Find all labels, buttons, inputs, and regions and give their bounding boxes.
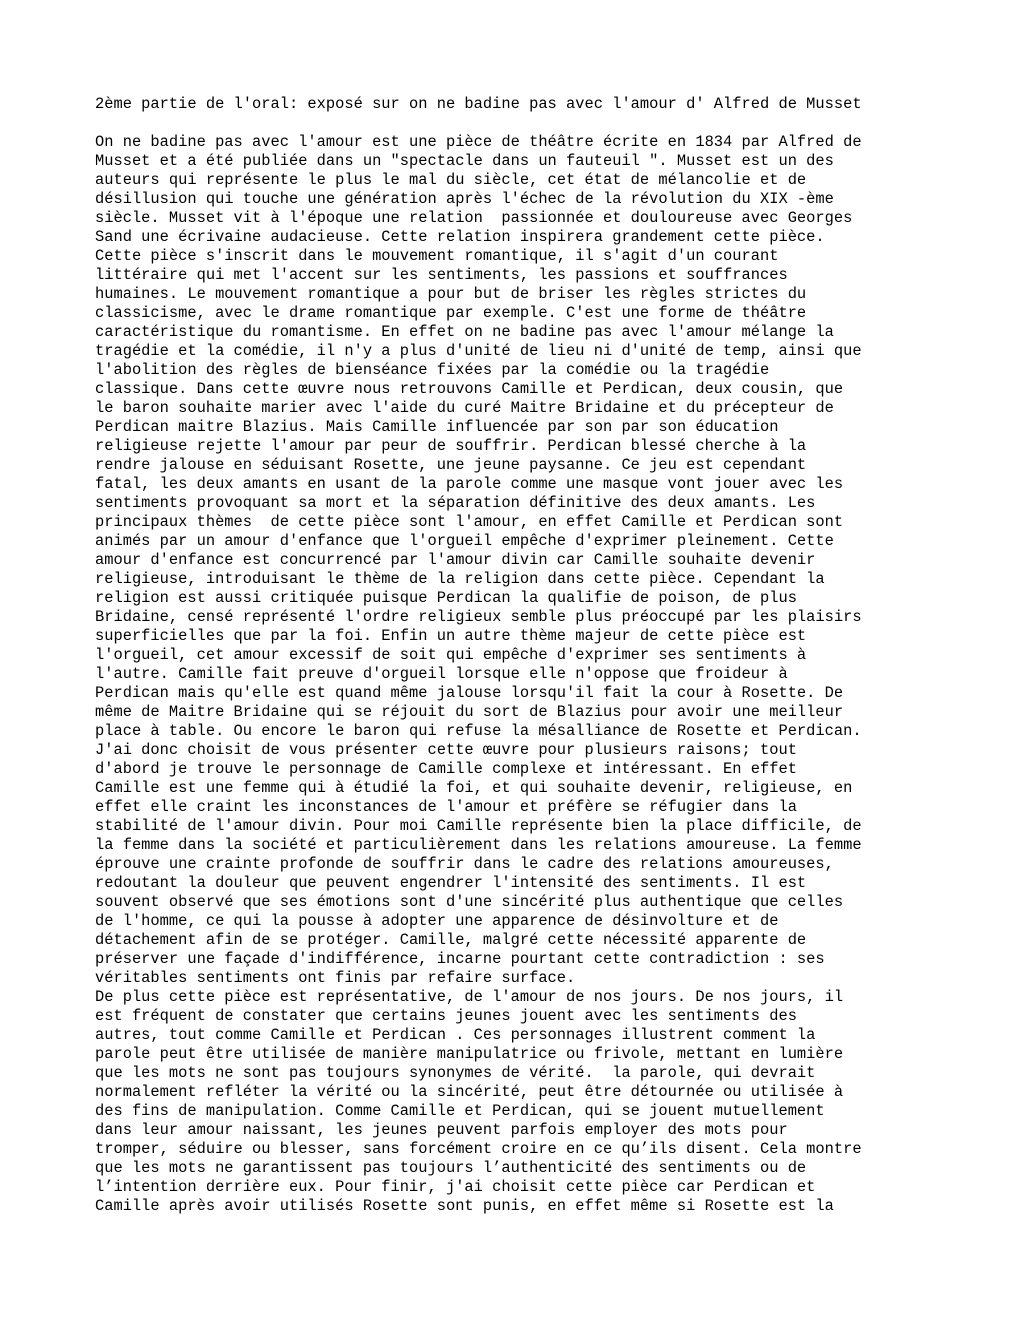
document-title: 2ème partie de l'oral: exposé sur on ne badine pas avec l'amour d' Alfred de Musset <box>95 95 862 113</box>
document-body-text: On ne badine pas avec l'amour est une pièce de théâtre écrite en 1834 par Alfred de Musset et a été publiée dans un "spectacle dans un fauteuil ". Musset est un des auteurs qui représente le plus le mal du siècle, cet état de mélancolie et de désillusion qui touche une génération après l'échec de la révolution du XIX -ème siècle. Musset vit à l'époque une relation passionnée et douloureuse avec Georges Sand une écrivaine audacieuse. Cette relation inspirera grandement cette pièce. Cette pièce s'inscrit dans le mouvement romantique, il s'agit d'un courant littéraire qui met l'accent sur les sentiments, les passions et souffrances humaines. Le mouvement romantique a pour but de briser les règles strictes du classicisme, avec le drame romantique par exemple. C'est une forme de théâtre caractéristique du romantisme. En effet on ne badine pas avec l'amour mélange la tragédie et la comédie, il n'y a plus d'unité de lieu ni d'unité de temp, ainsi que l'abolition des règles de bienséance fixées par la comédie ou la tragédie classique. Dans cette œuvre nous retrouvons Camille et Perdican, deux cousin, que le baron souhaite marier avec l'aide du curé Maitre Bridaine et du précepteur de Perdican maitre Blazius. Mais Camille influencée par son par son éducation religieuse rejette l'amour par peur de souffrir. Perdican blessé cherche à la rendre jalouse en séduisant Rosette, une jeune paysanne. Ce jeu est cependant fatal, les deux amants en usant de la parole comme une masque vont jouer avec les sentiments provoquant sa mort et la séparation définitive des deux amants. Les principaux thèmes de cette pièce sont l'amour, en effet Camille et Perdican sont animés par un amour d'enfance que l'orgueil empêche d'exprimer pleinement. Cette amour d'enfance est concurrencé par l'amour divin car Camille souhaite devenir religieuse, introduisant le thème de la religion dans cette pièce. Cependant la religion est aussi critiquée puisque Perdican la qualifie de poison, de plus Bridaine, censé représenté l'ordre religieux semble plus préoccupé par les plaisirs superficielles que par la foi. Enfin un autre thème majeur de cette pièce est l'orgueil, cet amour excessif de soit qui empêche d'exprimer ses sentiments à l'autre. Camille fait preuve d'orgueil lorsque elle n'oppose que froideur à Perdican mais qu'elle est quand même jalouse lorsqu'il fait la cour à Rosette. De même de Maitre Bridaine qui se réjouit du sort de Blazius pour avoir une meilleur place à table. Ou encore le baron qui refuse la mésalliance de Rosette et Perdican. J'ai donc choisit de vous présenter cette œuvre pour plusieurs raisons; tout d'abord je trouve le personnage de Camille complexe et intéressant. En effet Camille est une femme qui à étudié la foi, et qui souhaite devenir, religieuse, en effet elle craint les inconstances de l'amour et préfère se réfugier dans la stabilité de l'amour divin. Pour moi Camille représente bien la place difficile, de la femme dans la société et particulièrement dans les relations amoureuse. La femme éprouve une crainte profonde de souffrir dans le cadre des relations amoureuses, redoutant la douleur que peuvent engendrer l'intensité des sentiments. Il est souvent observé que ses émotions sont d'une sincérité plus authentique que celles de l'homme, ce qui la pousse à adopter une apparence de désinvolture et de détachement afin de se protéger. Camille, malgré cette nécessité apparente de préserver une façade d'indifférence, incarne pourtant cette contradiction : ses véritables sentiments ont finis par refaire surface. De plus cette pièce est représentative, de l'amour de nos jours. De nos jours, il est fréquent de constater que certains jeunes jouent avec les sentiments des autres, tout comme Camille et Perdican . Ces personnages illustrent comment la parole peut être utilisée de manière manipulatrice ou frivole, mettant en lumière que les mots ne sont pas toujours synonymes de vérité. la parole, qui devrait normalement refléter la vérité ou la sincérité, peut être détournée ou utilisée à des fins de manipulation. Comme Camille et Perdican, qui se jouent mutuellement dans leur amour naissant, les jeunes peuvent parfois employer des mots pour tromper, séduire ou blesser, sans forcément croire en ce qu’ils disent. Cela montre que les mots ne garantissent pas toujours l’authenticité des sentiments ou de l’intention derrière eux. Pour finir, j'ai choisit cette pièce car Perdican et Camille après avoir utilisés Rosette sont punis, en effet même si Rosette est la <box>95 133 862 1215</box>
